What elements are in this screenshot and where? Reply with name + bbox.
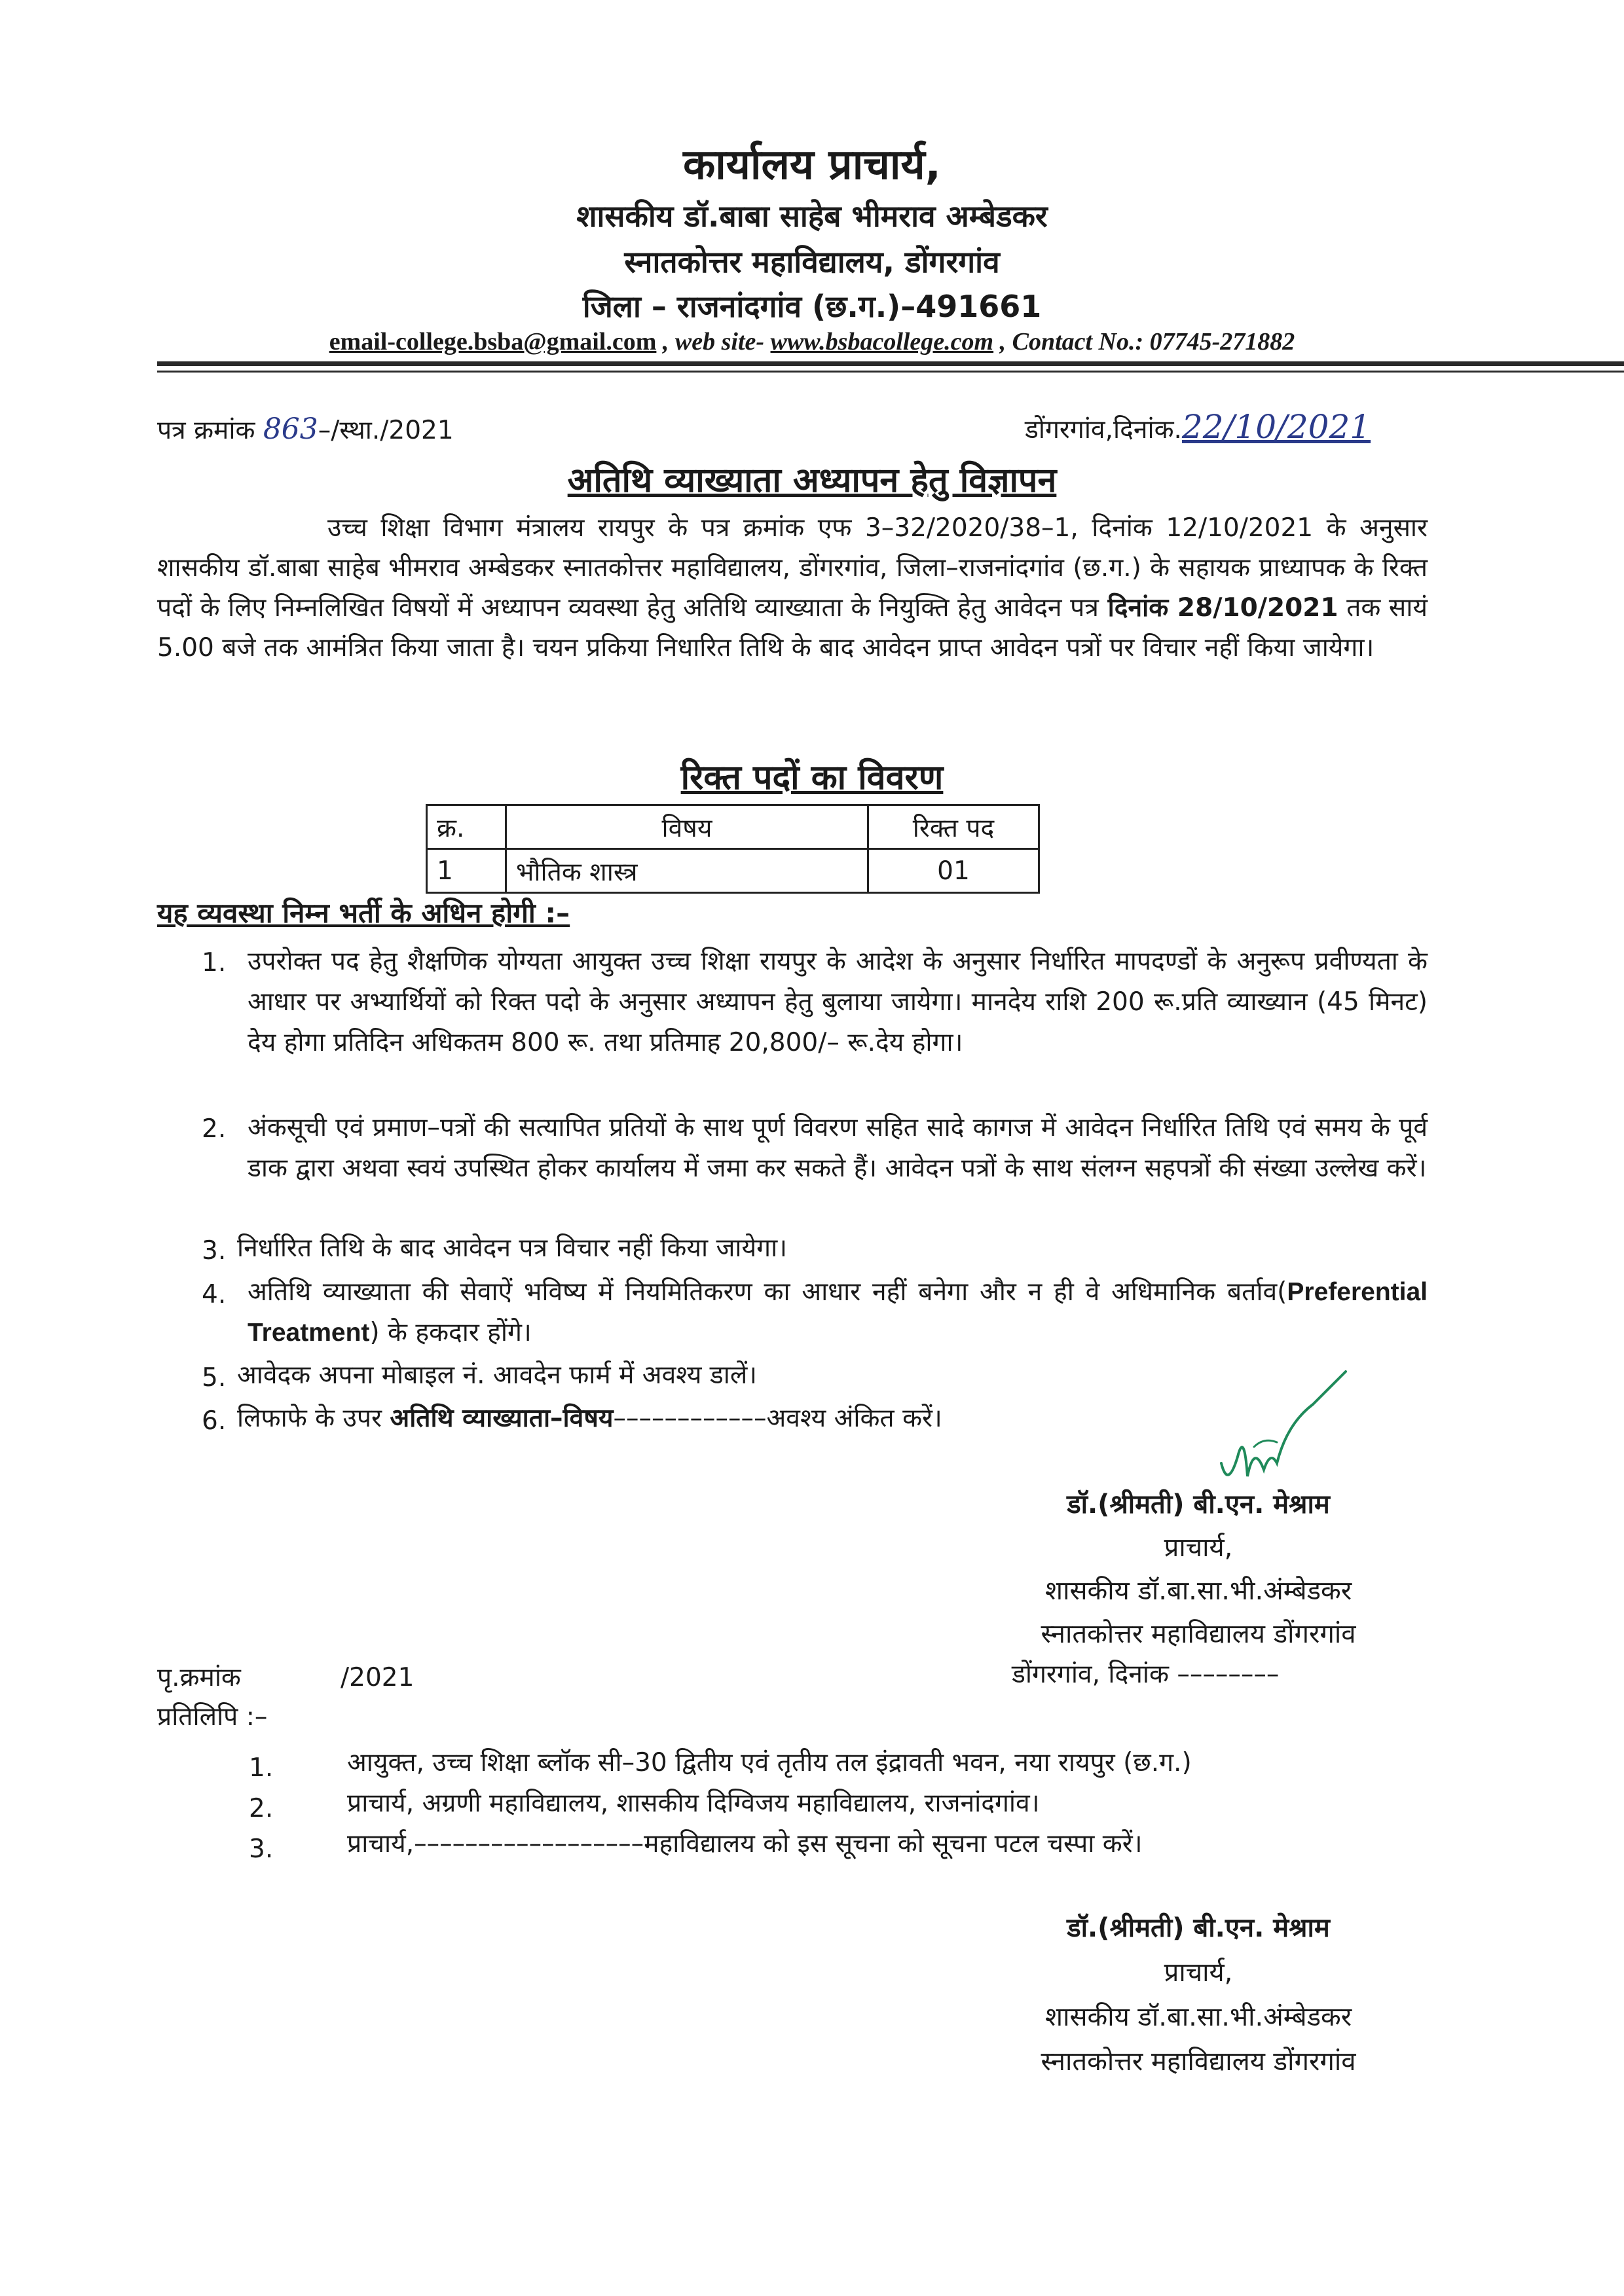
condition-text-end: ) के हकदार होंगे। xyxy=(369,1318,532,1347)
condition-text-end: ––––––––––––अवश्य अंकित करें। xyxy=(613,1404,942,1433)
condition-number: 5. xyxy=(202,1363,227,1393)
signatory-place-date: डोंगरगांव, दिनांक –––––––– xyxy=(1012,1660,1280,1689)
college-name-line2: स्नातकोत्तर महाविद्यालय, डोंगरगांव xyxy=(624,244,1000,280)
condition-number: 1. xyxy=(202,948,227,977)
intro-text-end: तक सायं 5.00 बजे तक आमंत्रित किया जाता है। चयन प्रकिया निधारित तिथि के बाद आवेदन प्राप्त आवेदन पत्रों पर विचार नहीं किया जायेगा। xyxy=(157,593,1428,663)
district-line: जिला – राजनांदगांव (छ.ग.)–491661 xyxy=(582,289,1042,324)
condition-number: 4. xyxy=(202,1280,227,1309)
condition-text: अंकसूची एवं प्रमाण–पत्रों की सत्यापित प्रतियों के साथ पूर्ण विवरण सहित सादे कागज में आवेदन निर्धारित तिथि एवं समय के पूर्व डाक द्वारा अथवा स्वयं उपस्थित होकर कार्यालय में जमा कर सकते हैं। आवेदन पत्रों के साथ संलग्न सहपत्रों की संख्या उल्लेख करें। xyxy=(248,1113,1428,1183)
vacancy-table xyxy=(426,804,1040,894)
signatory-designation-2: प्राचार्य, xyxy=(1164,1958,1233,1988)
signatory-college-2a: शासकीय डॉ.बा.सा.भी.अंम्बेडकर xyxy=(1044,2002,1352,2032)
website-label: , web site- xyxy=(656,328,771,355)
office-title: कार्यालय प्राचार्य, xyxy=(683,141,941,189)
signatory-designation: प्राचार्य, xyxy=(1164,1533,1233,1563)
place-date xyxy=(1025,407,1371,446)
condition-number: 6. xyxy=(202,1406,227,1436)
condition-text: आवेदक अपना मोबाइल नं. आवदेन फार्म में अवश्य डालें। xyxy=(237,1360,758,1390)
cell-serial: 1 xyxy=(427,849,506,893)
copy-label: प्रतिलिपि :– xyxy=(157,1702,268,1732)
cell-vacancies: 01 xyxy=(868,849,1039,893)
copy-recipient: प्राचार्य,––––––––––––––––––महाविद्यालय को इस सूचना को सूचना पटल चस्पा करें। xyxy=(347,1829,1143,1859)
date-handwritten: 22/10/2021 xyxy=(1181,408,1371,446)
copy-recipient: आयुक्त, उच्च शिक्षा ब्लॉक सी–30 द्वितीय एवं तृतीय तल इंद्रावती भवन, नया रायपुर (छ.ग.) xyxy=(347,1748,1192,1777)
condition-text: अतिथि व्याख्याता की सेवाऐं भविष्य में नियमितिकरण का आधार नहीं बनेगा और न ही वे अधिमानिक बर्ताव( xyxy=(248,1277,1287,1307)
cell-subject: भौतिक शास्त्र xyxy=(506,849,868,893)
condition-number: 3. xyxy=(202,1236,227,1266)
table-row xyxy=(427,849,1039,893)
advertisement-title: अतिथि व्याख्याता अध्यापन हेतु विज्ञापन xyxy=(567,461,1057,500)
table-header-row xyxy=(427,805,1039,849)
col-serial: क्र. xyxy=(427,805,506,849)
signatory-name: डॉ.(श्रीमती) बी.एन. मेश्राम xyxy=(1067,1489,1330,1520)
contact-number: , Contact No.: 07745-271882 xyxy=(993,328,1295,355)
last-date: दिनांक 28/10/2021 xyxy=(1098,593,1338,623)
ref-suffix: –/स्था./2021 xyxy=(318,416,454,445)
vacancy-heading: रिक्त पदों का विवरण xyxy=(680,758,944,797)
ref-prefix: पत्र क्रमांक xyxy=(157,416,255,445)
intro-text: उच्च शिक्षा विभाग मंत्रालय रायपुर के पत्र क्रमांक एफ 3–32/2020/38–1, दिनांक 12/10/2021 के अनुसार शासकीय डॉ.बाबा साहेब भीमराव अम्बेडकर स्नातकोत्तर महाविद्यालय, डोंगरगांव, जिला–राजनांदगांव (छ.ग.) के सहायक प्राध्यापक के रिक्त पदों के लिए निम्नलिखित विषयों में अध्यापन व्यवस्था हेतु अतिथि व्याख्याता के नियुक्ति हेतु आवेदन पत्र xyxy=(157,513,1428,623)
contact-line xyxy=(0,327,1624,356)
signatory-name-2: डॉ.(श्रीमती) बी.एन. मेश्राम xyxy=(1067,1913,1330,1943)
col-subject: विषय xyxy=(506,805,868,849)
email-link[interactable]: email-college.bsba@gmail.com xyxy=(329,328,657,355)
conditions-heading: यह व्यवस्था निम्न भर्ती के अधिन होगी :– xyxy=(157,897,570,929)
copy-number: 1. xyxy=(249,1753,274,1783)
condition-text: उपरोक्त पद हेतु शैक्षणिक योग्यता आयुक्त उच्च शिक्षा रायपुर के आदेश के अनुसार निर्धारित मापदण्डों के अनुरूप प्रवीण्यता के आधार पर अभ्यार्थियों को रिक्त पदो के अनुसार अध्यापन हेतु बुलाया जायेगा। मानदेय राशि 200 रू.प्रति व्याख्यान (45 मिनट) देय होगा प्रतिदिन अधिकतम 800 रू. तथा प्रतिमाह 20,800/– रू.देय होगा। xyxy=(248,947,1428,1057)
letter-reference xyxy=(157,412,454,447)
copy-recipient: प्राचार्य, अग्रणी महाविद्यालय, शासकीय दिग्विजय महाविद्यालय, राजनांदगांव। xyxy=(347,1789,1040,1818)
website-link[interactable]: www.bsbacollege.com xyxy=(770,328,994,355)
signatory-college-2b: स्नातकोत्तर महाविद्यालय डोंगरगांव xyxy=(1041,2047,1356,2077)
header-rule-thick xyxy=(157,361,1624,366)
signature-scribble-icon xyxy=(1215,1365,1359,1496)
place-date-prefix: डोंगरगांव,दिनांक. xyxy=(1025,415,1182,445)
college-name-line1: शासकीय डॉ.बाबा साहेब भीमराव अम्बेडकर xyxy=(576,198,1048,234)
condition-text: लिफाफे के उपर xyxy=(237,1404,390,1433)
copy-number: 2. xyxy=(249,1794,274,1823)
copy-ref-prefix: पृ.क्रमांक xyxy=(157,1663,241,1692)
signatory-college-1: शासकीय डॉ.बा.सा.भी.अंम्बेडकर xyxy=(1044,1576,1352,1606)
ref-number-handwritten: 863 xyxy=(263,412,318,446)
condition-number: 2. xyxy=(202,1114,227,1144)
preferential-treatment: Preferential Treatment xyxy=(248,1278,1428,1347)
signatory-college-2: स्नातकोत्तर महाविद्यालय डोंगरगांव xyxy=(1041,1619,1356,1649)
copy-ref-suffix: /2021 xyxy=(341,1663,415,1692)
col-vacancies: रिक्त पद xyxy=(868,805,1039,849)
intro-paragraph xyxy=(157,508,1428,668)
header-rule-thin xyxy=(157,371,1624,373)
envelope-subject: अतिथि व्याख्याता–विषय xyxy=(390,1404,614,1433)
copy-number: 3. xyxy=(249,1834,274,1864)
condition-text: निर्धारित तिथि के बाद आवेदन पत्र विचार नहीं किया जायेगा। xyxy=(237,1233,787,1263)
